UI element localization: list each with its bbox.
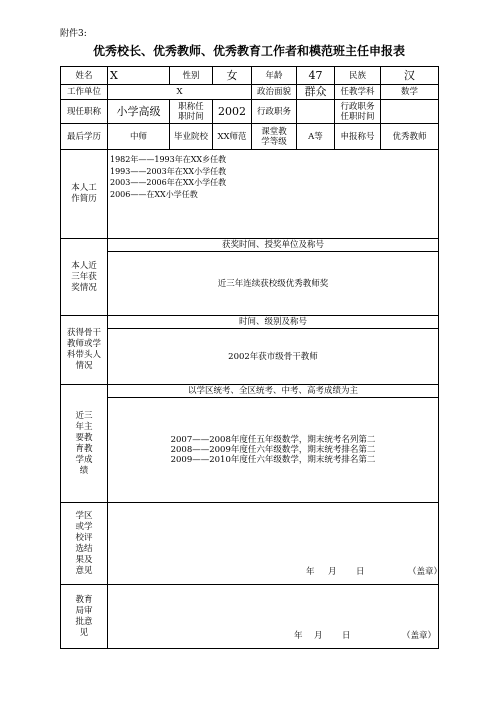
class-grade-value[interactable]: A等 [297,124,335,150]
results-line: 2008——2009年度任六年级数学，期末统考排名第二 [170,445,376,455]
results-line: 2009——2010年度任六年级数学，期末统考排名第二 [170,455,376,465]
results-label-line: 年主 [75,421,93,432]
education-value[interactable]: 中师 [108,124,170,150]
bureau-opinion-seal: （盖章） [402,631,437,641]
backbone-label-line: 获得骨干 [66,328,101,338]
awards-label-line: 本人近 [71,260,97,271]
bureau-opinion-year: 年 [294,631,303,641]
results-label-line: 绩 [79,465,89,476]
school-opinion-label-line: 果及 [75,554,93,565]
school-opinion-month: 月 [328,567,337,577]
school-value[interactable]: XX师范 [213,124,252,150]
admin-time-label-line: 任职时间 [340,111,375,122]
backbone-label [61,316,108,385]
title-label: 现任职称 [61,100,108,124]
age-label: 年龄 [252,67,297,85]
name-value[interactable]: X [108,67,170,85]
history-line: 1982年——1993年在XX乡任教 [110,155,227,164]
admin-label: 行政职务 [252,100,297,124]
admin-time-label [335,100,381,124]
results-label-line: 育教 [75,443,93,454]
title-time-label-line: 职称任 [178,101,204,112]
bureau-opinion-day: 日 [342,631,351,641]
awards-header: 获奖时间、授奖单位及称号 [108,239,439,252]
subject-value[interactable]: 数学 [381,85,439,100]
results-label-line: 学成 [75,454,93,465]
results-label [61,385,108,503]
class-grade-label [252,124,297,150]
bureau-opinion-label [61,585,108,649]
apply-title-label: 申报称号 [335,124,381,150]
school-opinion-label-line: 选结 [75,543,93,554]
backbone-label-line: 教师或学 [66,339,101,349]
awards-label-line: 三年获 [71,271,97,282]
history-line: 2006——在XX小学任教 [110,189,198,199]
bureau-opinion-label-line: 局审 [75,605,93,616]
bureau-opinion-content[interactable] [108,585,439,649]
backbone-label-line: 情况 [75,361,93,371]
history-label-line: 作简历 [71,194,97,204]
form-title: 优秀校长、优秀教师、优秀教育工作者和模范班主任申报表 [92,44,405,58]
admin-time-label-line: 行政职务 [340,101,375,112]
history-content[interactable] [108,150,439,239]
apply-title-value[interactable]: 优秀教师 [381,124,439,150]
results-content[interactable] [108,398,439,503]
title-time-label-line: 职时间 [178,111,204,122]
admin-value[interactable] [297,100,335,124]
awards-label [61,239,108,316]
title-value[interactable]: 小学高级 [108,100,170,124]
class-grade-label-line: 课堂教 [261,126,287,137]
education-label: 最后学历 [61,124,108,150]
school-label: 毕业院校 [170,124,213,150]
age-value[interactable]: 47 [297,67,335,85]
name-label: 姓名 [61,67,108,85]
school-opinion-label [61,503,108,585]
results-header: 以学区统考、全区统考、中考、高考成绩为主 [108,385,439,398]
school-opinion-label-line: 学区 [75,510,93,521]
ethnicity-value[interactable]: 汉 [381,67,439,85]
school-opinion-content[interactable] [108,503,443,585]
title-time-label [170,100,213,124]
bureau-opinion-month: 月 [314,631,323,641]
history-line: 1993——2003年在XX小学任教 [110,166,227,176]
title-time-value[interactable]: 2002 [213,100,252,124]
subject-label: 任教学科 [335,85,381,100]
school-opinion-day: 日 [356,567,365,577]
school-opinion-seal: （盖章） [408,567,443,577]
politics-label: 政治面貌 [252,85,297,100]
application-form-table [60,66,443,649]
results-label-line: 要教 [75,432,93,443]
backbone-header: 时间、级别及称号 [108,316,439,329]
gender-label: 性别 [170,67,213,85]
gender-value[interactable]: 女 [213,67,252,85]
admin-time-value[interactable] [381,100,439,124]
awards-label-line: 奖情况 [71,282,97,293]
results-line: 2007——2008年度任五年级数学，期末统考名列第二 [170,435,376,445]
ethnicity-label: 民族 [335,67,381,85]
backbone-label-line: 科带头人 [66,350,101,360]
school-opinion-label-line: 或学 [75,521,93,532]
backbone-content[interactable]: 2002年获市级骨干教师 [108,329,439,385]
bureau-opinion-label-line: 批意 [75,616,93,627]
bureau-opinion-label-line: 教育 [75,594,93,605]
school-opinion-label-line: 意见 [75,565,93,576]
bureau-opinion-label-line: 见 [79,627,89,638]
awards-content[interactable]: 近三年连续获校级优秀教师奖 [108,252,439,316]
unit-value[interactable]: X [108,85,252,100]
attachment-label: 附件3: [60,29,87,39]
class-grade-label-line: 学等级 [261,136,287,147]
history-label [61,150,108,239]
school-opinion-year: 年 [306,567,315,577]
politics-value[interactable]: 群众 [297,85,335,100]
unit-label: 工作单位 [61,85,108,100]
history-line: 2003——2006年在XX小学任教 [110,178,227,187]
results-label-line: 近三 [75,410,93,421]
history-label-line: 本人工 [71,183,97,193]
school-opinion-label-line: 校评 [75,532,93,543]
